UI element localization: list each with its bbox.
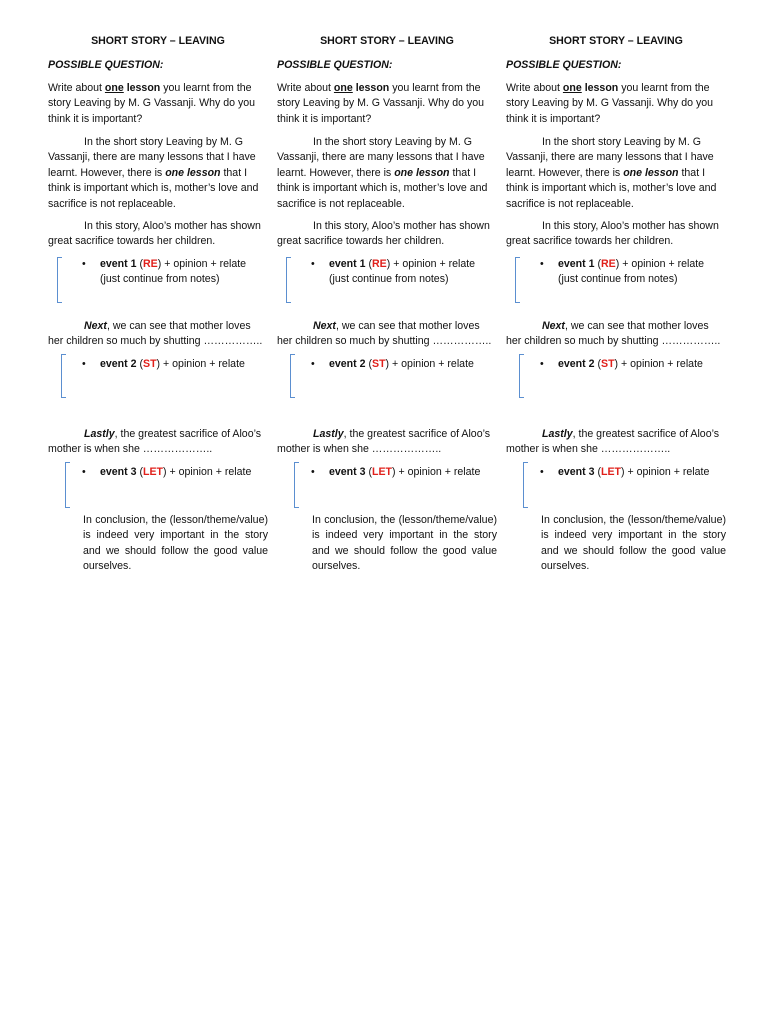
intro-paragraph: In the short story Leaving by M. G Vassanji, there are many lessons that I have learnt. However, there is one lesson that I think is important which is, mother’s love and sacrifice is not replaceable. — [48, 136, 259, 210]
bullet-dot-icon: • — [540, 258, 544, 270]
thesis-paragraph: In this story, Aloo’s mother has shown great sacrifice towards her children. — [277, 220, 490, 248]
bracket-mark — [290, 354, 295, 398]
intro-paragraph: In the short story Leaving by M. G Vassanji, there are many lessons that I have learnt. However, there is one lesson that I think is important which is, mother’s love and sacrifice is not replaceable. — [506, 136, 717, 210]
next-paragraph: Next, we can see that mother loves her children so much by shutting …………….. — [48, 320, 263, 348]
column-title: SHORT STORY – LEAVING — [549, 35, 683, 47]
intro-paragraph: In the short story Leaving by M. G Vassanji, there are many lessons that I have learnt. However, there is one lesson that I think is important which is, mother’s love and sacrifice is not replaceable. — [277, 136, 488, 210]
thesis-paragraph: In this story, Aloo’s mother has shown great sacrifice towards her children. — [48, 220, 261, 248]
bracket-mark — [57, 257, 62, 303]
event-3-bullet: • event 3 (LET) + opinion + relate — [540, 465, 726, 480]
possible-question-heading: POSSIBLE QUESTION: — [48, 59, 164, 71]
bullet-dot-icon: • — [311, 258, 315, 270]
column-title: SHORT STORY – LEAVING — [91, 35, 225, 47]
next-paragraph: Next, we can see that mother loves her children so much by shutting …………….. — [506, 320, 721, 348]
event-3-bullet: • event 3 (LET) + opinion + relate — [311, 465, 497, 480]
lastly-paragraph: Lastly, the greatest sacrifice of Aloo’s mother is when she ……………….. — [277, 428, 491, 456]
thesis-paragraph: In this story, Aloo’s mother has shown great sacrifice towards her children. — [506, 220, 719, 248]
bullet-dot-icon: • — [82, 258, 86, 270]
bracket-mark — [61, 354, 66, 398]
worksheet-column-3 — [506, 34, 726, 573]
event-1-bullet: • event 1 (RE) + opinion + relate (just continue from notes) — [311, 258, 476, 286]
bullet-dot-icon: • — [82, 466, 86, 478]
column-title: SHORT STORY – LEAVING — [320, 35, 454, 47]
event-1-bullet: • event 1 (RE) + opinion + relate (just continue from notes) — [540, 258, 705, 286]
bracket-mark — [523, 462, 528, 508]
worksheet-column-1 — [48, 34, 268, 573]
bracket-mark — [286, 257, 291, 303]
bracket-mark — [65, 462, 70, 508]
conclusion-paragraph: In conclusion, the (lesson/theme/value) is indeed very important in the story and we should follow the good value ourselves. — [541, 514, 726, 573]
bullet-dot-icon: • — [82, 358, 86, 370]
lastly-paragraph: Lastly, the greatest sacrifice of Aloo’s mother is when she ……………….. — [506, 428, 720, 456]
event-2-bullet: • event 2 (ST) + opinion + relate — [311, 357, 497, 372]
bullet-dot-icon: • — [311, 466, 315, 478]
next-paragraph: Next, we can see that mother loves her children so much by shutting …………….. — [277, 320, 492, 348]
conclusion-paragraph: In conclusion, the (lesson/theme/value) is indeed very important in the story and we should follow the good value ourselves. — [312, 514, 497, 573]
question-text: Write about one lesson you learnt from the story Leaving by M. G Vassanji. Why do you think it is important? — [48, 82, 256, 125]
possible-question-heading: POSSIBLE QUESTION: — [277, 59, 393, 71]
bracket-mark — [515, 257, 520, 303]
possible-question-heading: POSSIBLE QUESTION: — [506, 59, 622, 71]
bracket-mark — [519, 354, 524, 398]
worksheet-column-2 — [277, 34, 497, 573]
event-2-bullet: • event 2 (ST) + opinion + relate — [540, 357, 726, 372]
question-text: Write about one lesson you learnt from the story Leaving by M. G Vassanji. Why do you think it is important? — [277, 82, 485, 125]
event-3-bullet: • event 3 (LET) + opinion + relate — [82, 465, 268, 480]
bullet-dot-icon: • — [311, 358, 315, 370]
bullet-dot-icon: • — [540, 466, 544, 478]
event-2-bullet: • event 2 (ST) + opinion + relate — [82, 357, 268, 372]
bullet-dot-icon: • — [540, 358, 544, 370]
lastly-paragraph: Lastly, the greatest sacrifice of Aloo’s mother is when she ……………….. — [48, 428, 262, 456]
conclusion-paragraph: In conclusion, the (lesson/theme/value) is indeed very important in the story and we should follow the good value ourselves. — [83, 514, 268, 573]
bracket-mark — [294, 462, 299, 508]
question-text: Write about one lesson you learnt from the story Leaving by M. G Vassanji. Why do you think it is important? — [506, 82, 714, 125]
event-1-bullet: • event 1 (RE) + opinion + relate (just continue from notes) — [82, 258, 247, 286]
